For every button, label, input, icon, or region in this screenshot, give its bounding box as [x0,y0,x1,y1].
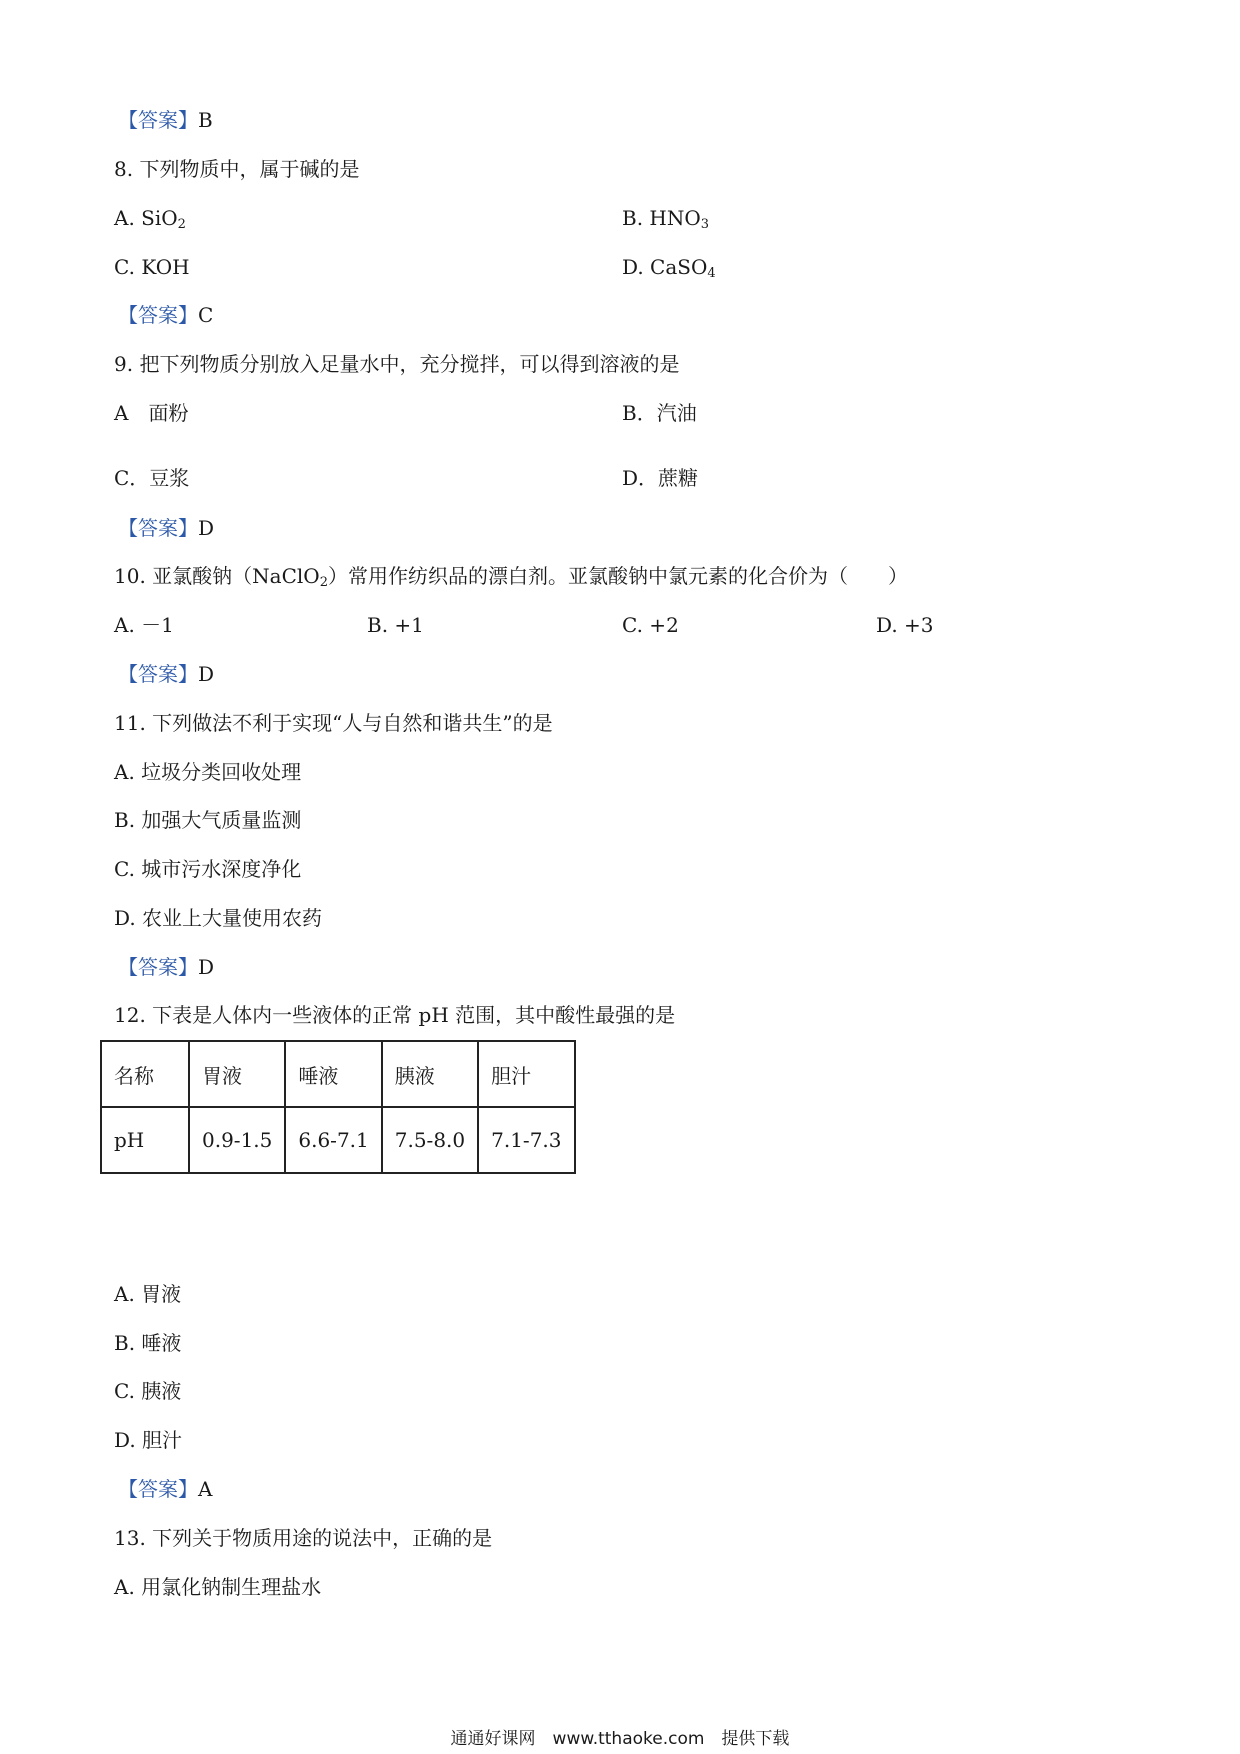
table-cell: 7.5-8.0 [382,1107,478,1173]
answer-tag: 【答案】 [118,1477,198,1501]
table-row [101,1107,575,1173]
q7-answer [118,106,213,134]
answer-tag: 【答案】 [118,108,198,132]
answer-tag: 【答案】 [118,516,198,540]
q12-option-c: C. 胰液 [114,1379,182,1403]
q10-stem: 10. 亚氯酸钠（NaClO$_2$）常用作纺织品的漂白剂。亚氯酸钠中氯元素的化合价为（ ） [114,564,908,590]
q8-option-d: D. CaSO$_4$ [622,255,716,281]
q12-option-a: A. 胃液 [114,1282,182,1306]
page-footer: 通通好课网 www.tthaoke.com 提供下载 [450,1729,790,1749]
table-cell: pH [101,1107,189,1173]
answer-tag: 【答案】 [118,955,198,979]
q13-stem: 13. 下列关于物质用途的说法中，正确的是 [114,1526,493,1550]
table-cell: 胃液 [189,1041,285,1107]
answer-value: D [198,955,215,979]
table-cell: 0.9-1.5 [189,1107,285,1173]
table-cell: 6.6-7.1 [285,1107,381,1173]
q11-option-a: A. 垃圾分类回收处理 [114,760,302,784]
q9-option-d: D．蔗糖 [622,466,699,490]
q12-option-b: B. 唾液 [114,1331,182,1355]
q10-option-b: B. +1 [367,613,424,637]
q11-option-d: D. 农业上大量使用农药 [114,906,323,930]
q11-option-c: C. 城市污水深度净化 [114,857,302,881]
answer-value: A [198,1477,213,1501]
q10-answer [118,660,214,688]
table-cell: 名称 [101,1041,189,1107]
q8-answer [118,301,213,329]
q12-option-d: D. 胆汁 [114,1428,183,1452]
q8-stem: 8. 下列物质中，属于碱的是 [114,157,360,181]
q9-stem: 9. 把下列物质分别放入足量水中，充分搅拌，可以得到溶液的是 [114,352,680,376]
answer-value: D [198,662,215,686]
q11-answer [118,953,214,981]
q12-stem: 12. 下表是人体内一些液体的正常 pH 范围，其中酸性最强的是 [114,1003,676,1027]
q10-option-c: C. +2 [622,613,679,637]
table-cell: 7.1-7.3 [478,1107,574,1173]
q9-answer [118,514,214,542]
answer-tag: 【答案】 [118,662,198,686]
q10-option-a: A. －1 [114,613,174,637]
table-header-row [101,1041,575,1107]
q9-option-a: A 面粉 [114,401,189,425]
q13-option-a: A. 用氯化钠制生理盐水 [114,1575,322,1599]
table-cell: 唾液 [285,1041,381,1107]
q12-answer [118,1475,212,1503]
answer-tag: 【答案】 [118,303,198,327]
q11-stem: 11. 下列做法不利于实现“人与自然和谐共生”的是 [114,711,553,735]
q10-option-d: D. +3 [876,613,934,637]
ph-table [100,1040,576,1174]
answer-value: D [198,516,215,540]
q8-option-b: B. $HNO_3$ [622,206,710,232]
q8-option-c: C. KOH [114,255,190,279]
q9-option-c: C．豆浆 [114,466,190,490]
q9-option-b: B．汽油 [622,401,697,425]
q11-option-b: B. 加强大气质量监测 [114,808,302,832]
table-cell: 胆汁 [478,1041,574,1107]
table-cell: 胰液 [382,1041,478,1107]
q8-option-a: A. SiO$_2$ [114,206,186,232]
answer-value: B [198,108,213,132]
answer-value: C [198,303,214,327]
